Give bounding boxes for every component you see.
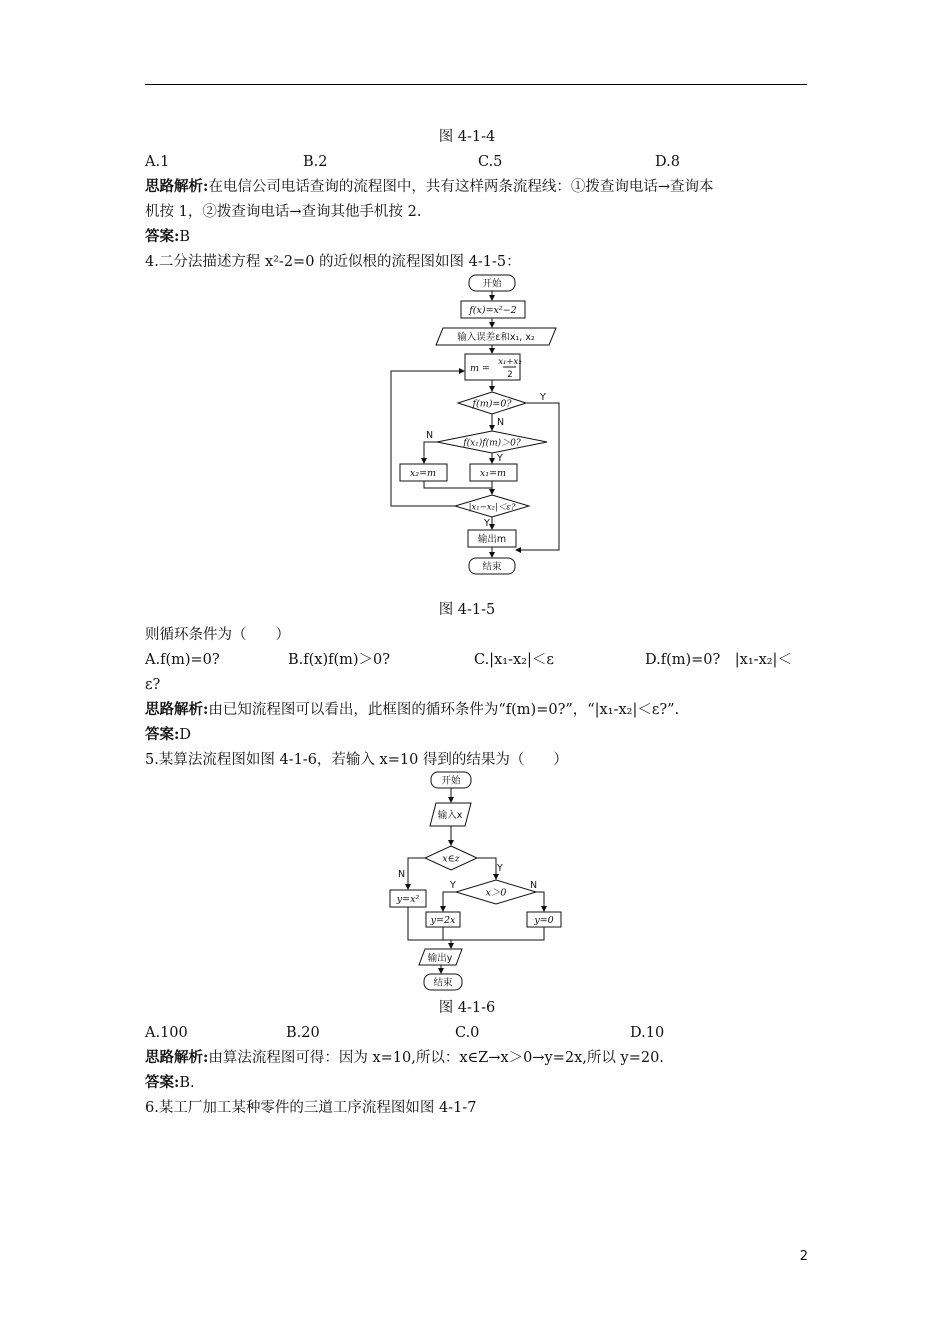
flow-mid-lhs: m = bbox=[470, 363, 490, 374]
flowchart-4-1-5 bbox=[380, 272, 580, 582]
q4-option-d: D.f(m)=0? |x₁-x₂|＜ bbox=[645, 652, 792, 668]
q4-stem: 4.二分法描述方程 x²-2=0 的近似根的流程图如图 4-1-5： bbox=[145, 254, 521, 270]
q3-option-d: D.8 bbox=[655, 154, 680, 170]
q4-question: 则循环条件为（ ） bbox=[145, 627, 290, 643]
flow2-start-label: 开始 bbox=[441, 775, 461, 787]
analysis-text: 由已知流程图可以看出，此框图的循环条件为“f(m)=0?”，“|x₁-x₂|＜ε?”. bbox=[208, 702, 680, 718]
flow-cond3-label: |x₁−x₂|＜ε? bbox=[468, 502, 516, 513]
flow2-cond1-yes: Y bbox=[497, 863, 503, 874]
q3-analysis-line-1 bbox=[145, 177, 714, 197]
figure-caption-4-1-6: 图 4-1-6 bbox=[438, 1000, 496, 1016]
flow-cond1-no: N bbox=[497, 417, 505, 428]
header-rule bbox=[145, 84, 807, 85]
flow-mid-denominator: 2 bbox=[507, 370, 513, 380]
q5-option-d: D.10 bbox=[630, 1025, 665, 1041]
flow-assign-x2-label: x₂=m bbox=[409, 468, 437, 479]
analysis-label: 思路解析: bbox=[145, 701, 209, 718]
flow2-input-label: 输入x bbox=[437, 810, 463, 821]
q6-stem: 6.某工厂加工某种零件的三道工序流程图如图 4-1-7 bbox=[145, 1100, 477, 1116]
flow2-cond2-label: x＞0 bbox=[485, 887, 507, 899]
answer-value: B bbox=[179, 229, 191, 245]
flow-input-label: 输入误差ε和x₁, x₂ bbox=[457, 332, 535, 343]
q3-option-b: B.2 bbox=[303, 154, 328, 170]
flow-output-label: 输出m bbox=[477, 534, 507, 545]
flow-start-label: 开始 bbox=[482, 278, 502, 290]
q5-option-c: C.0 bbox=[455, 1025, 480, 1041]
flow-cond3-yes: Y bbox=[484, 518, 490, 529]
q4-option-c: C.|x₁-x₂|＜ε bbox=[474, 652, 554, 668]
answer-label: 答案: bbox=[145, 726, 180, 743]
q4-answer bbox=[145, 725, 191, 745]
flow-cond2-yes: Y bbox=[497, 453, 503, 464]
analysis-text: 由算法流程图可得：因为 x=10,所以：x∈Z→x＞0→y=2x,所以 y=20. bbox=[208, 1050, 664, 1066]
flow2-cond2-no: N bbox=[530, 880, 538, 891]
flow2-assign-2x-label: y=2x bbox=[430, 915, 456, 926]
flow2-assign-0-label: y=0 bbox=[534, 915, 554, 926]
analysis-label: 思路解析: bbox=[145, 178, 209, 195]
answer-value: B. bbox=[179, 1075, 195, 1091]
flowchart-4-1-6 bbox=[385, 768, 565, 993]
analysis-text: 在电信公司电话查询的流程图中，共有这样两条流程线：①拨查询电话→查询本 bbox=[208, 179, 714, 195]
analysis-label: 思路解析: bbox=[145, 1049, 209, 1066]
q3-answer bbox=[145, 227, 190, 247]
answer-value: D bbox=[179, 727, 191, 743]
answer-label: 答案: bbox=[145, 228, 180, 245]
flow-cond1-yes: Y bbox=[540, 392, 546, 403]
flow-cond2-no: N bbox=[426, 430, 434, 441]
flow-mid-numerator: x₁+x₂ bbox=[498, 357, 522, 367]
q5-option-a: A.100 bbox=[145, 1025, 188, 1041]
q3-analysis-line-2: 机按 1，②拨查询电话→查询其他手机按 2. bbox=[145, 204, 422, 220]
q5-analysis bbox=[145, 1048, 664, 1068]
flow-assign-x1-label: x₁=m bbox=[479, 468, 507, 479]
q3-option-c: C.5 bbox=[478, 154, 503, 170]
answer-label: 答案: bbox=[145, 1074, 180, 1091]
q4-analysis bbox=[145, 700, 679, 720]
flow2-end-label: 结束 bbox=[433, 977, 453, 989]
page-number: 2 bbox=[799, 1249, 808, 1264]
flow-end-label: 结束 bbox=[482, 561, 502, 573]
q5-answer bbox=[145, 1073, 195, 1093]
flow2-cond1-label: x∈z bbox=[442, 853, 460, 865]
q4-option-d-wrap: ε? bbox=[145, 677, 161, 693]
q4-option-b: B.f(x)f(m)＞0? bbox=[288, 652, 391, 668]
flow-cond1-label: f(m)=0? bbox=[472, 398, 512, 410]
flow2-cond2-yes: Y bbox=[450, 880, 456, 891]
flow-func-label: f(x)=x²−2 bbox=[469, 305, 517, 316]
flow2-output-label: 输出y bbox=[427, 953, 453, 964]
flow2-assign-sq-label: y=x² bbox=[396, 894, 420, 905]
flow2-cond1-no: N bbox=[398, 869, 406, 880]
figure-caption-4-1-4: 图 4-1-4 bbox=[438, 129, 496, 145]
q4-option-a: A.f(m)=0? bbox=[145, 652, 220, 668]
figure-caption-4-1-5: 图 4-1-5 bbox=[438, 602, 496, 618]
q5-option-b: B.20 bbox=[286, 1025, 320, 1041]
q5-stem: 5.某算法流程图如图 4-1-6，若输入 x=10 得到的结果为（ ） bbox=[145, 752, 568, 768]
q3-option-a: A.1 bbox=[145, 154, 170, 170]
flow-cond2-label: f(x₁)f(m)＞0? bbox=[463, 438, 521, 449]
